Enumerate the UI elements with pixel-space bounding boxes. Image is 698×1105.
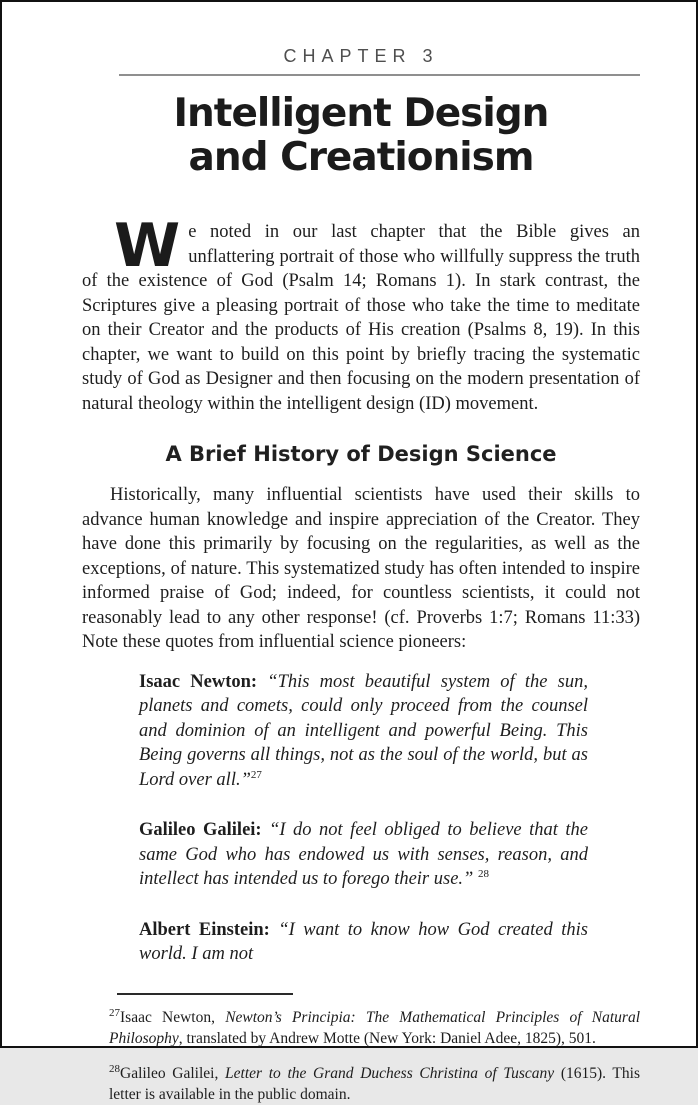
- quote-text-newton: “This most beautiful system of the sun, planets and comets, could only proceed from the counsel and dominion of an intelligent and powerful Being. This Being governs all things, not as the soul of the world, but as Lord over all.”: [139, 671, 588, 790]
- quote-galileo: [139, 818, 588, 892]
- footnotes-separator: [117, 993, 293, 995]
- footnote-ref-27: 27: [250, 768, 262, 781]
- quote-einstein: [139, 918, 588, 967]
- footnote-27-text-start: Isaac Newton,: [120, 1008, 226, 1026]
- chapter-rule-divider: [119, 74, 640, 76]
- chapter-title-line2: and Creationism: [188, 135, 534, 180]
- footnote-27-marker: 27: [109, 1006, 120, 1019]
- section-heading: A Brief History of Design Science: [165, 442, 557, 466]
- quote-text-galileo: “I do not feel obliged to believe that the same God who has endowed us with senses, reason, and intellect has intended us to forego their use.”: [139, 820, 588, 889]
- quote-speaker-galileo: Galileo Galilei:: [139, 820, 270, 840]
- page-content: [2, 2, 696, 1105]
- chapter-title: [82, 92, 640, 180]
- quote-newton: [139, 670, 588, 793]
- footnote-27-text-end: , translated by Andrew Motte (New York: Daniel Adee, 1825), 501.: [178, 1029, 596, 1047]
- footnotes-section: [109, 993, 640, 1105]
- quote-text-einstein: “I want to know how God created this world. I am not: [139, 919, 588, 964]
- history-paragraph: Historically, many influential scientists have used their skills to advance human knowledge and inspire appreciation of the Creator. They have done this primarily by focusing on the regularities, as well as the exceptions, of nature. This systematized study has often intended to inspire informed praise of God; indeed, for countless scientists, it could not reasonably lead to any other response! (cf. Proverbs 1:7; Romans 11:33) Note these quotes from influential science pioneers:: [82, 485, 640, 652]
- intro-paragraph-text: e noted in our last chapter that the Bible gives an unflattering portrait of those who willfully suppress the truth of the existence of God (Psalm 14; Romans 1). In stark contrast, the Scriptures give a pleasing portrait of those who take the time to meditate on their Creator and the products of His creation (Psalms 8, 19). In this chapter, we want to build on this point by briefly tracing the systematic study of God as Designer and then focusing on the modern presentation of natural theology within the intelligent design (ID) movement.: [82, 222, 640, 414]
- quote-speaker-einstein: Albert Einstein:: [139, 919, 279, 940]
- footnote-27: [109, 1007, 640, 1049]
- intro-paragraph: [82, 211, 640, 416]
- quote-speaker-newton: Isaac Newton:: [139, 671, 268, 692]
- chapter-label: CHAPTER 3: [283, 46, 439, 66]
- footnote-28-text-end: (1615). This letter is available in the public domain.: [109, 1064, 640, 1103]
- footnote-28-work-title: Letter to the Grand Duchess Christina of Tuscany: [225, 1064, 555, 1082]
- dropcap-letter: W: [114, 211, 181, 281]
- footnote-28: [109, 1063, 640, 1105]
- footnote-28-marker: 28: [109, 1062, 120, 1075]
- footnote-ref-28: 28: [477, 867, 489, 880]
- footnote-28-text-start: Galileo Galilei,: [120, 1064, 226, 1082]
- footnote-27-work-title: Newton’s Principia: The Mathematical Principles of Natural Philosophy: [109, 1008, 641, 1047]
- chapter-title-line1: Intelligent Design: [173, 91, 549, 136]
